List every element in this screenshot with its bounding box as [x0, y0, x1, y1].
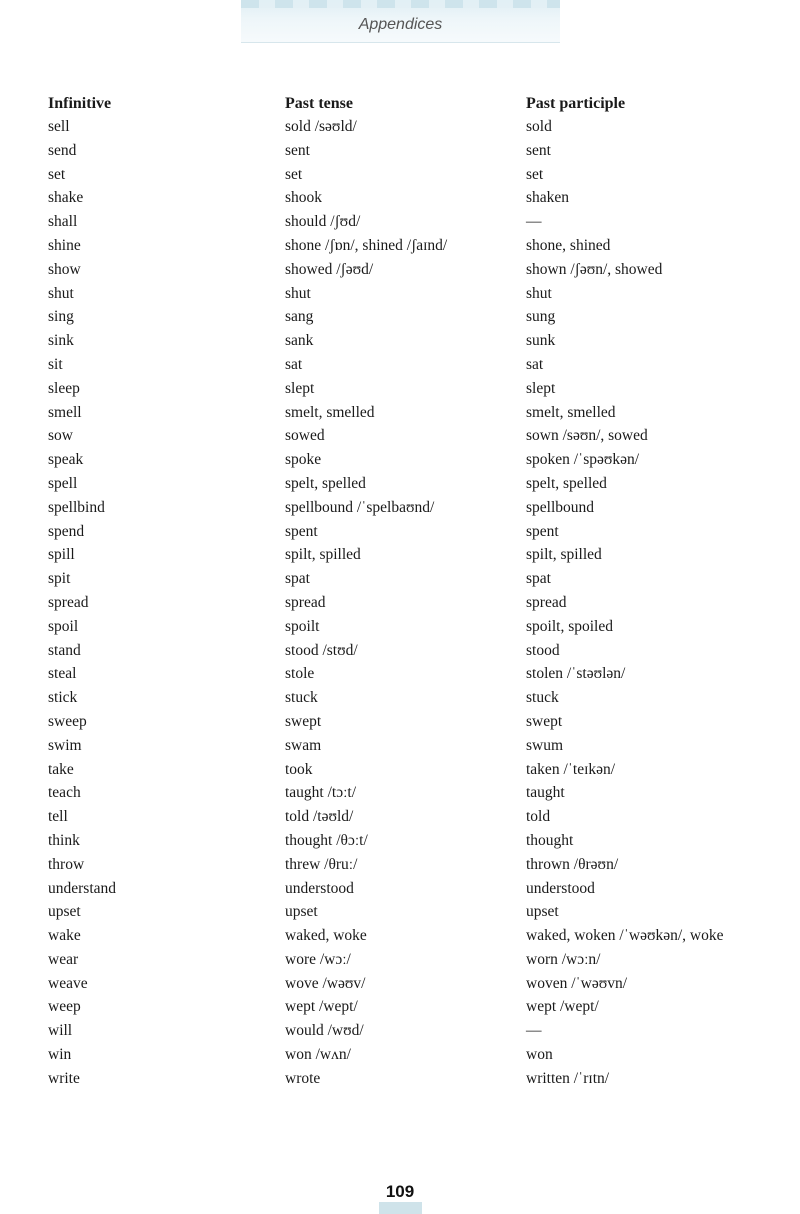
page-number: 109 — [385, 1182, 415, 1201]
past-participle-cell: sunk — [526, 332, 556, 350]
infinitive-cell: speak — [48, 451, 84, 469]
infinitive-cell: weep — [48, 998, 81, 1016]
past-tense-cell: shook — [285, 189, 323, 207]
table-row — [48, 164, 768, 188]
infinitive-cell: tell — [48, 808, 68, 826]
past-tense-cell: showed /ʃəʊd/ — [285, 260, 374, 278]
table-row — [48, 830, 768, 854]
infinitive-cell: send — [48, 141, 77, 159]
table-row — [48, 996, 768, 1020]
past-participle-cell: — — [526, 213, 542, 231]
past-tense-cell: understood — [285, 879, 354, 897]
past-participle-cell: thought — [526, 831, 574, 849]
table-row — [48, 759, 768, 783]
past-participle-cell: smelt, smelled — [526, 403, 616, 421]
infinitive-cell: upset — [48, 903, 81, 921]
past-participle-cell: stood — [526, 641, 560, 659]
past-tense-cell: spent — [285, 522, 318, 540]
past-participle-cell: stolen /ˈstəʊlən/ — [526, 665, 626, 683]
table-row — [48, 211, 768, 235]
past-tense-cell: shone /ʃɒn/, shined /ʃaɪnd/ — [285, 236, 448, 254]
table-row — [48, 187, 768, 211]
past-participle-cell: sent — [526, 141, 551, 159]
infinitive-cell: spellbind — [48, 498, 105, 516]
past-tense-cell: won /wʌn/ — [285, 1046, 351, 1064]
past-participle-cell: waked, woken /ˈwəʊkən/, woke — [526, 927, 724, 945]
past-tense-cell: smelt, smelled — [285, 403, 375, 421]
table-row — [48, 640, 768, 664]
past-participle-cell: taken /ˈteɪkən/ — [526, 760, 616, 778]
past-tense-cell: wrote — [285, 1069, 321, 1087]
infinitive-cell: shake — [48, 189, 84, 207]
infinitive-cell: sweep — [48, 712, 87, 730]
table-row — [48, 901, 768, 925]
table-row — [48, 449, 768, 473]
table-row — [48, 330, 768, 354]
past-tense-cell: spilt, spilled — [285, 546, 361, 564]
infinitive-cell: sell — [48, 118, 70, 135]
infinitive-cell: sing — [48, 308, 74, 326]
infinitive-cell: shut — [48, 284, 74, 302]
table-row — [48, 497, 768, 521]
past-participle-cell: woven /ˈwəʊvn/ — [526, 974, 628, 992]
past-tense-cell: taught /tɔːt/ — [285, 784, 357, 802]
infinitive-cell: smell — [48, 403, 82, 421]
table-row — [48, 878, 768, 902]
section-title: Appendices — [358, 16, 443, 33]
past-tense-cell: slept — [285, 379, 315, 397]
infinitive-cell: wear — [48, 950, 79, 968]
infinitive-cell: weave — [48, 974, 88, 992]
table-row — [48, 973, 768, 997]
past-tense-cell: sat — [285, 355, 303, 373]
past-tense-cell: spoke — [285, 451, 322, 469]
table-row — [48, 1020, 768, 1044]
page-number-tab — [379, 1202, 422, 1214]
column-header-past-tense: Past tense — [285, 95, 353, 113]
infinitive-cell: shine — [48, 236, 81, 254]
infinitive-cell: understand — [48, 879, 117, 897]
past-tense-cell: sold /səʊld/ — [285, 118, 357, 135]
column-header-past-participle: Past participle — [526, 95, 626, 113]
table-row — [48, 378, 768, 402]
table-header-row — [48, 92, 768, 116]
past-participle-cell: shown /ʃəʊn/, showed — [526, 260, 663, 278]
table-row — [48, 592, 768, 616]
past-tense-cell: spoilt — [285, 617, 320, 635]
past-tense-cell: wove /wəʊv/ — [285, 974, 366, 992]
table-row — [48, 544, 768, 568]
column-header-infinitive: Infinitive — [48, 95, 112, 113]
past-tense-cell: set — [285, 165, 303, 183]
past-tense-cell: told /təʊld/ — [285, 808, 354, 826]
table-row — [48, 235, 768, 259]
past-tense-cell: shut — [285, 284, 311, 302]
infinitive-cell: spill — [48, 546, 75, 564]
past-participle-cell: spoken /ˈspəʊkən/ — [526, 451, 640, 469]
past-participle-cell: — — [526, 1022, 542, 1040]
past-tense-cell: sowed — [285, 427, 325, 445]
infinitive-cell: stand — [48, 641, 81, 659]
table-row — [48, 402, 768, 426]
past-participle-cell: spoilt, spoiled — [526, 617, 613, 635]
infinitive-cell: sleep — [48, 379, 80, 397]
table-row — [48, 259, 768, 283]
past-participle-cell: worn /wɔːn/ — [526, 950, 601, 968]
past-participle-cell: taught — [526, 784, 565, 802]
past-tense-cell: stood /stʊd/ — [285, 641, 358, 659]
infinitive-cell: sink — [48, 332, 74, 350]
past-participle-cell: won — [526, 1046, 553, 1064]
infinitive-cell: spit — [48, 570, 71, 588]
table-row — [48, 473, 768, 497]
section-header-tab — [241, 0, 560, 43]
past-participle-cell: spilt, spilled — [526, 546, 602, 564]
infinitive-cell: stick — [48, 689, 78, 707]
past-participle-cell: set — [526, 165, 544, 183]
past-tense-cell: wept /wept/ — [285, 998, 358, 1016]
past-tense-cell: spat — [285, 570, 310, 588]
past-participle-cell: swept — [526, 712, 563, 730]
past-tense-cell: would /wʊd/ — [285, 1022, 364, 1040]
past-tense-cell: threw /θruː/ — [285, 855, 358, 873]
table-body — [48, 116, 768, 1092]
table-row — [48, 425, 768, 449]
past-participle-cell: swum — [526, 736, 564, 754]
past-participle-cell: upset — [526, 903, 559, 921]
infinitive-cell: win — [48, 1046, 72, 1064]
past-tense-cell: swam — [285, 736, 322, 754]
infinitive-cell: will — [48, 1022, 73, 1040]
infinitive-cell: spoil — [48, 617, 79, 635]
infinitive-cell: sow — [48, 427, 73, 445]
infinitive-cell: spell — [48, 474, 78, 492]
past-tense-cell: took — [285, 760, 313, 778]
infinitive-cell: spend — [48, 522, 85, 540]
past-participle-cell: sung — [526, 308, 556, 326]
infinitive-cell: show — [48, 260, 81, 278]
table-row — [48, 283, 768, 307]
table-row — [48, 806, 768, 830]
infinitive-cell: sit — [48, 355, 63, 373]
table-row — [48, 306, 768, 330]
table-row — [48, 140, 768, 164]
past-participle-cell: spent — [526, 522, 559, 540]
past-participle-cell: sold — [526, 118, 552, 135]
table-row — [48, 925, 768, 949]
infinitive-cell: write — [48, 1069, 80, 1087]
infinitive-cell: steal — [48, 665, 77, 683]
past-participle-cell: spelt, spelled — [526, 474, 607, 492]
infinitive-cell: throw — [48, 855, 85, 873]
past-tense-cell: spelt, spelled — [285, 474, 366, 492]
table-row — [48, 735, 768, 759]
past-tense-cell: sang — [285, 308, 314, 326]
table-row — [48, 616, 768, 640]
table-row — [48, 1068, 768, 1092]
past-tense-cell: stuck — [285, 689, 318, 707]
past-participle-cell: shone, shined — [526, 236, 611, 254]
past-tense-cell: wore /wɔː/ — [285, 950, 351, 968]
past-participle-cell: spellbound — [526, 498, 595, 516]
past-tense-cell: swept — [285, 712, 322, 730]
past-participle-cell: thrown /θrəʊn/ — [526, 855, 619, 873]
table-row — [48, 663, 768, 687]
past-tense-cell: spread — [285, 593, 326, 611]
past-participle-cell: sown /səʊn/, sowed — [526, 427, 648, 445]
table-row — [48, 687, 768, 711]
past-tense-cell: waked, woke — [285, 927, 367, 945]
table-row — [48, 782, 768, 806]
past-tense-cell: stole — [285, 665, 315, 683]
infinitive-cell: shall — [48, 213, 78, 231]
past-participle-cell: stuck — [526, 689, 559, 707]
past-tense-cell: sent — [285, 141, 310, 159]
past-tense-cell: should /ʃʊd/ — [285, 213, 361, 231]
past-participle-cell: sat — [526, 355, 544, 373]
infinitive-cell: swim — [48, 736, 82, 754]
past-participle-cell: slept — [526, 379, 556, 397]
infinitive-cell: think — [48, 831, 80, 849]
past-tense-cell: sank — [285, 332, 314, 350]
table-row — [48, 711, 768, 735]
past-participle-cell: wept /wept/ — [526, 998, 599, 1016]
table-row — [48, 521, 768, 545]
past-tense-cell: thought /θɔːt/ — [285, 831, 368, 849]
past-participle-cell: shaken — [526, 189, 570, 207]
table-row — [48, 949, 768, 973]
header-decoration — [241, 0, 560, 8]
table-row — [48, 568, 768, 592]
past-participle-cell: spat — [526, 570, 551, 588]
infinitive-cell: wake — [48, 927, 81, 945]
past-tense-cell: spellbound /ˈspelbaʊnd/ — [285, 498, 435, 516]
past-participle-cell: understood — [526, 879, 595, 897]
infinitive-cell: set — [48, 165, 66, 183]
infinitive-cell: spread — [48, 593, 89, 611]
past-participle-cell: told — [526, 808, 551, 826]
infinitive-cell: take — [48, 760, 74, 778]
past-tense-cell: upset — [285, 903, 318, 921]
table-row — [48, 354, 768, 378]
past-participle-cell: spread — [526, 593, 567, 611]
table-row — [48, 116, 768, 140]
past-participle-cell: written /ˈrɪtn/ — [526, 1069, 610, 1087]
irregular-verbs-table — [48, 92, 768, 1092]
past-participle-cell: shut — [526, 284, 552, 302]
table-row — [48, 1044, 768, 1068]
table-row — [48, 854, 768, 878]
infinitive-cell: teach — [48, 784, 81, 802]
